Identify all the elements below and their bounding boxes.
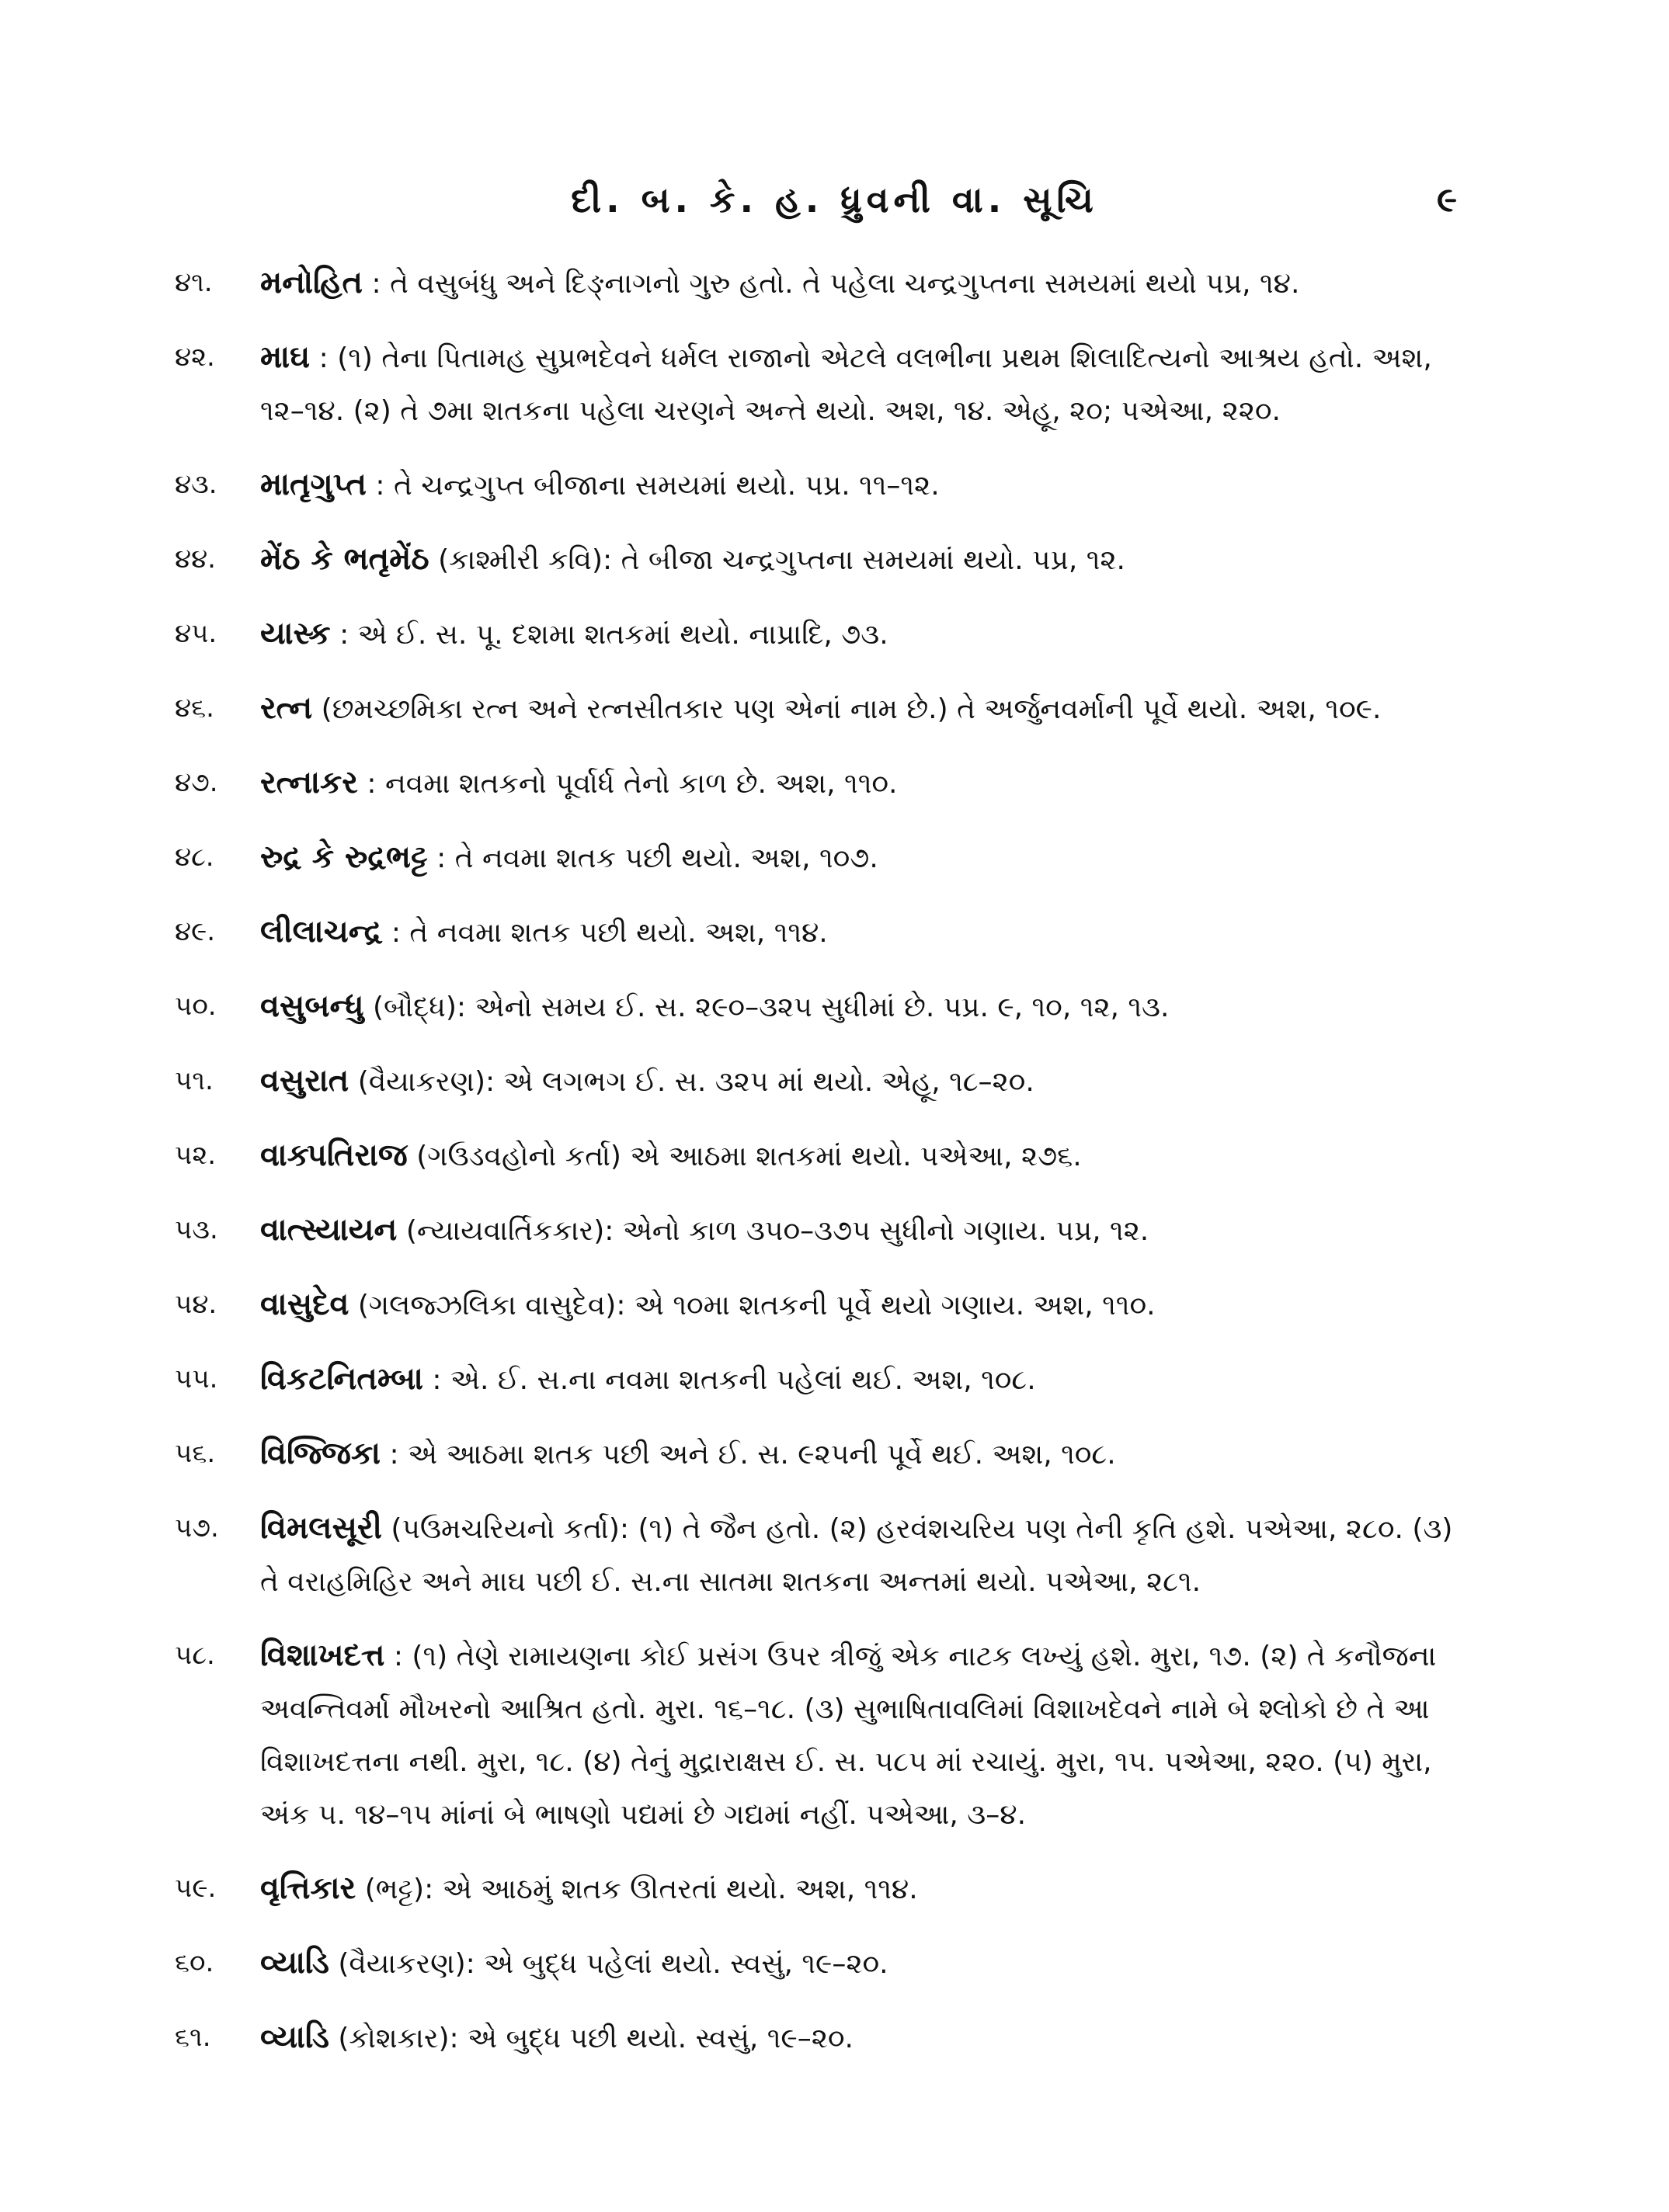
list-item bbox=[175, 1129, 1479, 1183]
entry-body: (છમચ્છમિકા રત્ન અને રત્નસીતકાર પણ એનાં નામ છે.) તે અર્જુનવર્માની પૂર્વે થયો. અશ, ૧૦૯. bbox=[321, 693, 1382, 725]
list-item bbox=[175, 756, 1479, 811]
entry-head-word: વસુબન્ધુ bbox=[260, 988, 364, 1024]
entry-head-word: વિમલસૂરી bbox=[260, 1510, 382, 1546]
list-item bbox=[175, 1427, 1479, 1481]
list-item bbox=[175, 1353, 1479, 1407]
list-item bbox=[175, 1862, 1479, 1916]
entry-body: : નવમા શતકનો પૂર્વાર્ધ તેનો કાળ છે. અશ, ૧૧૦. bbox=[367, 768, 898, 800]
entry-body: (પઉમચરિયનો કર્તા): (૧) તે જૈન હતો. (૨) હરવંશચરિય પણ તેની કૃતિ હશે. પએઆ, ૨૮૦. (૩) તે વરાહમિહિર અને માઘ પછી ઈ. સ.ના સાતમા શતકના અન્તમાં થયો. પએઆ, ૨૮૧. bbox=[260, 1513, 1453, 1598]
entry-head-word: વાક્પતિરાજ bbox=[260, 1137, 408, 1173]
entry-body: (કોશકાર): એ બુદ્ધ પછી થયો. સ્વસું, ૧૯–૨૦. bbox=[338, 2023, 854, 2054]
entry-head-word: વાત્સ્યાયન bbox=[260, 1212, 398, 1248]
entry-number: ૫૫. bbox=[175, 1363, 218, 1394]
entry-body: (ન્યાયવાર્તિકકાર): એનો કાળ ૩૫૦–૩૭૫ સુધીનો ગણાય. પપ્ર, ૧૨. bbox=[405, 1215, 1149, 1247]
entry-number: ૪૫. bbox=[175, 618, 217, 649]
entry-body: : તે ચન્દ્રગુપ્ત બીજાના સમયમાં થયો. પપ્ર. ૧૧–૧૨. bbox=[375, 470, 940, 502]
entry-head-word: વાસુદેવ bbox=[260, 1287, 349, 1322]
list-item bbox=[175, 2011, 1479, 2065]
entry-body: (બૌદ્ધ): એનો સમય ઈ. સ. ૨૯૦–૩૨૫ સુધીમાં છે. પપ્ર. ૯, ૧૦, ૧૨, ૧૩. bbox=[372, 991, 1170, 1023]
entry-body: (ભટ્ટ): એ આઠમું શતક ઊતરતાં થયો. અશ, ૧૧૪. bbox=[364, 1873, 918, 1905]
entry-number: ૪૮. bbox=[175, 842, 214, 873]
entry-head-word: વિજ્જિકા bbox=[260, 1436, 381, 1471]
entry-number: ૪૪. bbox=[175, 543, 216, 575]
entry-body: : તે નવમા શતક પછી થયો. અશ, ૧૧૪. bbox=[391, 917, 828, 949]
entry-number: ૬૧. bbox=[175, 2022, 211, 2053]
entry-number: ૫૧. bbox=[175, 1065, 214, 1096]
entry-head-word: વ્યાડિ bbox=[260, 1945, 329, 1981]
entry-body: : એ ઈ. સ. પૂ. દશમા શતકમાં થયો. નાપ્રાદિ, ૭૩. bbox=[339, 619, 888, 651]
entry-head-word: વ્યાડિ bbox=[260, 2019, 329, 2055]
entry-head-word: વસુરાત bbox=[260, 1063, 349, 1099]
entry-head-word: રુદ્ર કે રુદ્રભટ્ટ bbox=[260, 839, 428, 875]
list-item bbox=[175, 533, 1479, 587]
entry-number: ૫૬. bbox=[175, 1438, 216, 1469]
running-header: દી. બ. કે. હ. ધ્રુવની વા. સૂચિ bbox=[571, 179, 1098, 221]
list-item bbox=[175, 458, 1479, 512]
entry-body: : તે નવમા શતક પછી થયો. અશ, ૧૦૭. bbox=[436, 842, 878, 874]
entry-number: ૫૯. bbox=[175, 1873, 217, 1904]
list-item bbox=[175, 1278, 1479, 1332]
list-item bbox=[175, 256, 1479, 311]
list-item bbox=[175, 905, 1479, 960]
entry-number: ૪૭. bbox=[175, 767, 218, 798]
entry-number: ૫૪. bbox=[175, 1289, 217, 1320]
list-item bbox=[175, 831, 1479, 885]
entry-body: : (૧) તેના પિતામહ સુપ્રભદેવને ધર્મલ રાજાનો એટલે વલભીના પ્રથમ શિલાદિત્યનો આશ્રય હતો. અશ, ૧૨–૧૪. (૨) તે ૭મા શતકના પહેલા ચરણને અન્તે થયો. અશ, ૧૪. એહૂ, ૨૦; પએઆ, ૨૨૦. bbox=[260, 342, 1432, 427]
page-number: ૯ bbox=[1437, 180, 1458, 220]
entry-number: ૪૩. bbox=[175, 469, 217, 500]
entry-number: ૫૦. bbox=[175, 991, 217, 1022]
entry-number: ૫૨. bbox=[175, 1140, 217, 1171]
entry-number: ૪૨. bbox=[175, 342, 215, 373]
list-item bbox=[175, 1936, 1479, 1991]
entry-body: (વૈયાકરણ): એ લગભગ ઈ. સ. ૩૨૫ માં થયો. એહૂ, ૧૮–૨૦. bbox=[357, 1066, 1034, 1098]
entry-head-word: મનોહિત bbox=[260, 265, 363, 300]
list-item bbox=[175, 1502, 1479, 1609]
entry-number: ૪૬. bbox=[175, 693, 214, 724]
entry-head-word: લીલાચન્દ્ર bbox=[260, 914, 383, 950]
entry-number: ૫૩. bbox=[175, 1214, 218, 1245]
list-item bbox=[175, 1054, 1479, 1109]
entry-number: ૪૯. bbox=[175, 916, 216, 947]
entry-head-word: રત્ન bbox=[260, 690, 313, 726]
entry-head-word: યાસ્ક bbox=[260, 616, 331, 651]
entry-list bbox=[175, 256, 1479, 2085]
entry-body: (ગઉડવહોનો કર્તા) એ આઠમા શતકમાં થયો. પએઆ, ૨૭૬. bbox=[416, 1141, 1082, 1172]
entry-body: (વૈયાકરણ): એ બુદ્ધ પહેલાં થયો. સ્વસું, ૧૯–૨૦. bbox=[338, 1948, 888, 1980]
list-item bbox=[175, 331, 1479, 438]
list-item bbox=[175, 682, 1479, 736]
entry-head-word: વૃત્તિકાર bbox=[260, 1870, 356, 1906]
entry-number: ૫૮. bbox=[175, 1640, 215, 1671]
entry-body: (કાશ્મીરી કવિ): તે બીજા ચન્દ્રગુપ્તના સમયમાં થયો. પપ્ર, ૧૨. bbox=[438, 544, 1125, 576]
entry-head-word: વિકટનિતમ્બા bbox=[260, 1361, 423, 1397]
entry-number: ૬૦. bbox=[175, 1947, 214, 1978]
entry-head-word: મેંઠ કે ભતૃમેંઠ bbox=[260, 541, 429, 577]
entry-head-word: રત્નાકર bbox=[260, 765, 358, 800]
list-item bbox=[175, 980, 1479, 1034]
entry-body: : (૧) તેણે રામાયણના કોઈ પ્રસંગ ઉપર ત્રીજું એક નાટક લખ્યું હશે. મુરા, ૧૭. (૨) તે કનૌજના અવન્તિવર્મા મૌખરનો આશ્રિત હતો. મુરા. ૧૬–૧૮. (૩) સુભાષિતાવલિમાં વિશાખદેવને નામે બે શ્લોકો છે તે આ વિશાખદત્તના નથી. મુરા, ૧૮. (૪) તેનું મુદ્રારાક્ષસ ઈ. સ. ૫૮૫ માં રચાયું. મુરા, ૧૫. પએઆ, ૨૨૦. (૫) મુરા, અંક ૫. ૧૪–૧૫ માંનાં બે ભાષણો પદ્યમાં છે ગદ્યમાં નહીં. પએઆ, ૩–૪. bbox=[260, 1641, 1437, 1831]
list-item bbox=[175, 1629, 1479, 1842]
entry-head-word: માઘ bbox=[260, 339, 311, 375]
entry-number: ૫૭. bbox=[175, 1512, 219, 1544]
entry-body: : એ આઠમા શતક પછી અને ઈ. સ. ૯૨૫ની પૂર્વે થઈ. અશ, ૧૦૮. bbox=[389, 1439, 1116, 1471]
list-item bbox=[175, 1203, 1479, 1258]
entry-number: ૪૧. bbox=[175, 267, 213, 298]
entry-body: (ગલજ્ઝલિકા વાસુદેવ): એ ૧૦મા શતકની પૂર્વે થયો ગણાય. અશ, ૧૧૦. bbox=[357, 1290, 1156, 1321]
entry-body: : તે વસુબંધુ અને દિઙ્નાગનો ગુરુ હતો. તે પહેલા ચન્દ્રગુપ્તના સમયમાં થયો પપ્ર, ૧૪. bbox=[371, 268, 1300, 300]
entry-head-word: વિશાખદત્ત bbox=[260, 1637, 385, 1673]
list-item bbox=[175, 607, 1479, 662]
entry-head-word: માતૃગુપ્ત bbox=[260, 467, 367, 502]
entry-body: : એ. ઈ. સ.ના નવમા શતકની પહેલાં થઈ. અશ, ૧૦૮. bbox=[432, 1364, 1036, 1396]
